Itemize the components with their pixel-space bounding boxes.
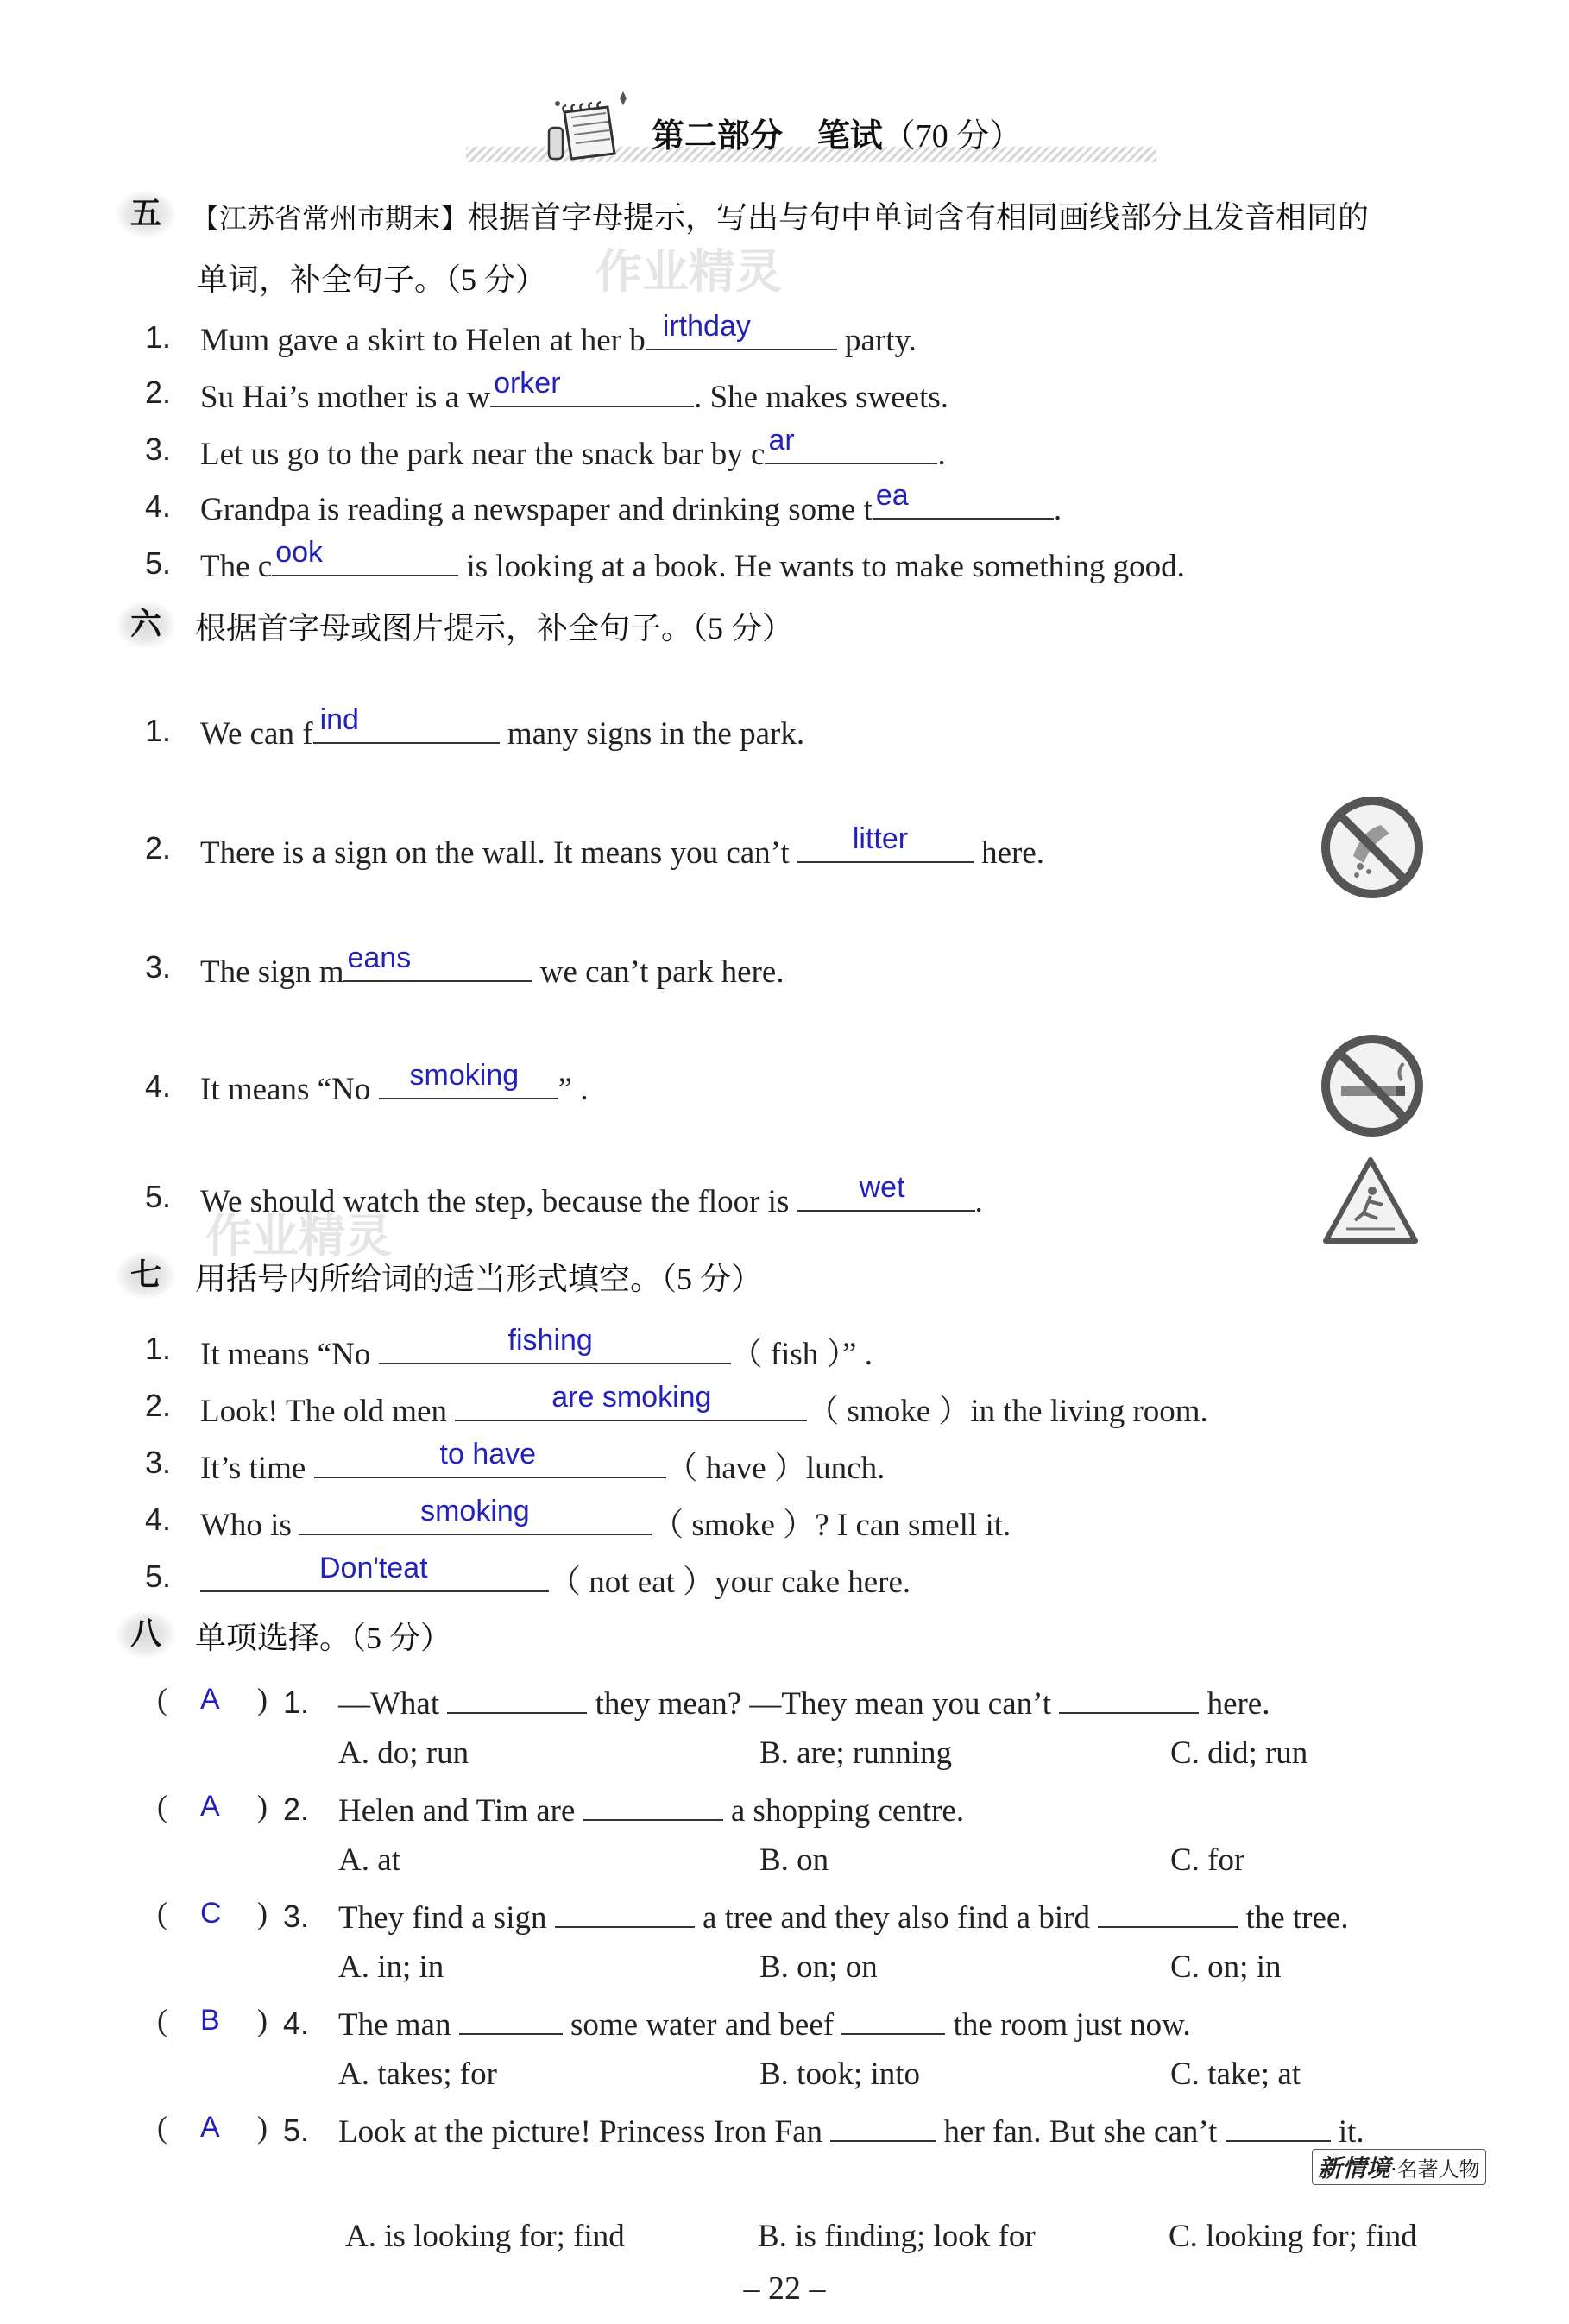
option-a[interactable]: A. at xyxy=(338,1842,400,1878)
question-text: Su Hai’s mother is a w orker . She makes sweets. xyxy=(200,367,948,415)
question-number: 5. xyxy=(145,1179,172,1214)
answer-paren-left: ( xyxy=(157,1896,167,1930)
answer-blank[interactable]: eans xyxy=(343,948,532,982)
answer-blank[interactable]: ar xyxy=(765,430,937,464)
question-number: 1. xyxy=(145,713,172,748)
answer-paren-right: ) xyxy=(257,1789,268,1823)
question-number: 4. xyxy=(145,488,172,524)
section-number: 五 xyxy=(116,190,176,238)
answer-blank xyxy=(447,1679,587,1714)
part-title: 第二部分 笔试（70 分） xyxy=(652,117,1023,154)
question-number: 3. xyxy=(283,1899,310,1934)
section-instruction: 根据首字母或图片提示，补全句子。（5 分） xyxy=(195,611,794,646)
option-b[interactable]: B. took; into xyxy=(759,2056,921,2092)
section-instruction: 单项选择。（5 分） xyxy=(195,1621,452,1656)
question-number: 5. xyxy=(145,545,172,581)
no-smoking-sign-icon xyxy=(1319,1032,1426,1139)
answer-paren-left: ( xyxy=(157,2003,167,2037)
section-instruction: 用括号内所给词的适当形式填空。（5 分） xyxy=(195,1262,763,1297)
choice-answer[interactable]: A xyxy=(200,2111,220,2144)
question-text: Grandpa is reading a newspaper and drinking some t ea . xyxy=(200,479,1062,527)
question-number: 2. xyxy=(145,1388,172,1423)
answer-blank[interactable]: Don'teat xyxy=(200,1558,549,1592)
question-text: The c ook is looking at a book. He wants to make something good. xyxy=(200,536,1185,584)
question-text: It means “No fishing （ fish ）” . xyxy=(200,1324,873,1372)
option-a[interactable]: A. takes; for xyxy=(338,2056,497,2092)
answer-blank[interactable]: ea xyxy=(873,485,1054,520)
option-c[interactable]: C. did; run xyxy=(1170,1735,1308,1771)
answer-blank[interactable]: to have xyxy=(314,1444,666,1478)
question-number: 1. xyxy=(145,319,172,355)
question-text: Look at the picture! Princess Iron Fan her fan. But she can’t it. xyxy=(338,2107,1364,2151)
answer-blank xyxy=(459,2000,563,2035)
question-number: 5. xyxy=(283,2113,310,2148)
answer-blank xyxy=(841,2000,945,2035)
question-text: Helen and Tim are a shopping centre. xyxy=(338,1786,964,1830)
answer-blank[interactable]: litter xyxy=(797,828,974,863)
question-text: Look! The old men are smoking （ smoke ）in the living room. xyxy=(200,1381,1208,1429)
answer-blank[interactable]: are smoking xyxy=(455,1387,807,1421)
answer-paren-left: ( xyxy=(157,1682,167,1716)
answer-paren-right: ) xyxy=(257,2003,268,2037)
question-text: We can f ind many signs in the park. xyxy=(200,703,805,752)
answer-blank[interactable]: ook xyxy=(272,542,458,576)
section-number: 八 xyxy=(116,1610,176,1659)
option-b[interactable]: B. is finding; look for xyxy=(758,2219,1036,2254)
answer-blank xyxy=(1226,2107,1331,2142)
option-b[interactable]: B. on xyxy=(759,1842,829,1878)
question-text: It’s time to have （ have ）lunch. xyxy=(200,1438,885,1486)
question-number: 4. xyxy=(145,1502,172,1537)
answer-blank[interactable]: irthday xyxy=(646,316,837,350)
option-b[interactable]: B. on; on xyxy=(759,1949,878,1985)
answer-blank[interactable]: orker xyxy=(490,373,694,407)
question-text: Don'teat （ not eat ）your cake here. xyxy=(200,1555,911,1602)
choice-answer[interactable]: A xyxy=(200,1790,220,1823)
answer-blank xyxy=(1098,1893,1238,1928)
answer-paren-left: ( xyxy=(157,2110,167,2145)
page-number: – 22 – xyxy=(743,2270,826,2307)
answer-blank xyxy=(583,1786,723,1821)
option-a[interactable]: A. do; run xyxy=(338,1735,469,1771)
option-c[interactable]: C. for xyxy=(1170,1842,1245,1878)
choice-answer[interactable]: A xyxy=(200,1683,220,1716)
question-number: 4. xyxy=(283,2006,310,2041)
answer-blank[interactable]: wet xyxy=(797,1177,975,1212)
watermark: 作业精灵 xyxy=(595,244,782,299)
answer-paren-right: ) xyxy=(257,2110,268,2145)
question-number: 1. xyxy=(283,1685,310,1720)
question-text: The sign m eans we can’t park here. xyxy=(200,942,784,990)
section-instruction-cont: 单词，补全句子。（5 分） xyxy=(197,262,547,298)
answer-blank xyxy=(555,1893,695,1928)
answer-blank[interactable]: smoking xyxy=(299,1501,652,1535)
option-a[interactable]: A. in; in xyxy=(338,1949,444,1985)
question-text: Mum gave a skirt to Helen at her b irthday party. xyxy=(200,310,917,358)
option-a[interactable]: A. is looking for; find xyxy=(345,2219,625,2254)
brand-logo: 新情境·名著人物 xyxy=(1312,2149,1486,2185)
question-text: Let us go to the park near the snack bar by c ar . xyxy=(200,424,946,472)
answer-paren-right: ) xyxy=(257,1682,268,1716)
question-text: —What they mean? —They mean you can’t here. xyxy=(338,1679,1270,1723)
question-number: 3. xyxy=(145,431,172,467)
question-text: It means “No smoking ” . xyxy=(200,1059,589,1107)
option-c[interactable]: C. looking for; find xyxy=(1169,2219,1417,2254)
answer-blank[interactable]: smoking xyxy=(379,1065,558,1099)
question-number: 2. xyxy=(283,1792,310,1827)
section-number: 六 xyxy=(116,601,176,649)
question-number: 1. xyxy=(145,1331,172,1366)
section-number: 七 xyxy=(116,1251,176,1300)
option-b[interactable]: B. are; running xyxy=(759,1735,952,1771)
answer-paren-left: ( xyxy=(157,1789,167,1823)
question-number: 2. xyxy=(145,830,172,866)
watermark: 作业精灵 xyxy=(205,1209,392,1263)
choice-answer[interactable]: B xyxy=(200,2004,220,2037)
question-number: 3. xyxy=(145,1445,172,1480)
answer-blank[interactable]: fishing xyxy=(379,1330,731,1364)
wet-floor-sign-icon xyxy=(1320,1155,1421,1246)
choice-answer[interactable]: C xyxy=(200,1897,222,1930)
question-text: Who is smoking （ smoke ）? I can smell it. xyxy=(200,1495,1011,1543)
answer-blank xyxy=(830,2107,936,2142)
answer-paren-right: ) xyxy=(257,1896,268,1930)
question-text: The man some water and beef the room just now. xyxy=(338,2000,1191,2044)
notebook-icon xyxy=(545,86,640,164)
question-text: There is a sign on the wall. It means you can’t litter here. xyxy=(200,822,1045,871)
answer-blank xyxy=(1059,1679,1199,1714)
option-c[interactable]: C. take; at xyxy=(1170,2056,1301,2092)
answer-blank[interactable]: ind xyxy=(313,709,500,744)
question-number: 4. xyxy=(145,1068,172,1104)
question-number: 5. xyxy=(145,1559,172,1594)
option-c[interactable]: C. on; in xyxy=(1170,1949,1282,1985)
question-number: 2. xyxy=(145,375,172,410)
question-text: They find a sign a tree and they also find a bird the tree. xyxy=(338,1893,1349,1937)
question-number: 3. xyxy=(145,949,172,985)
question-text: We should watch the step, because the floor is wet . xyxy=(200,1171,983,1219)
no-litter-sign-icon xyxy=(1319,794,1426,901)
section-instruction: 【江苏省常州市期末】根据首字母提示，写出与句中单词含有相同画线部分且发音相同的 xyxy=(192,200,1370,236)
